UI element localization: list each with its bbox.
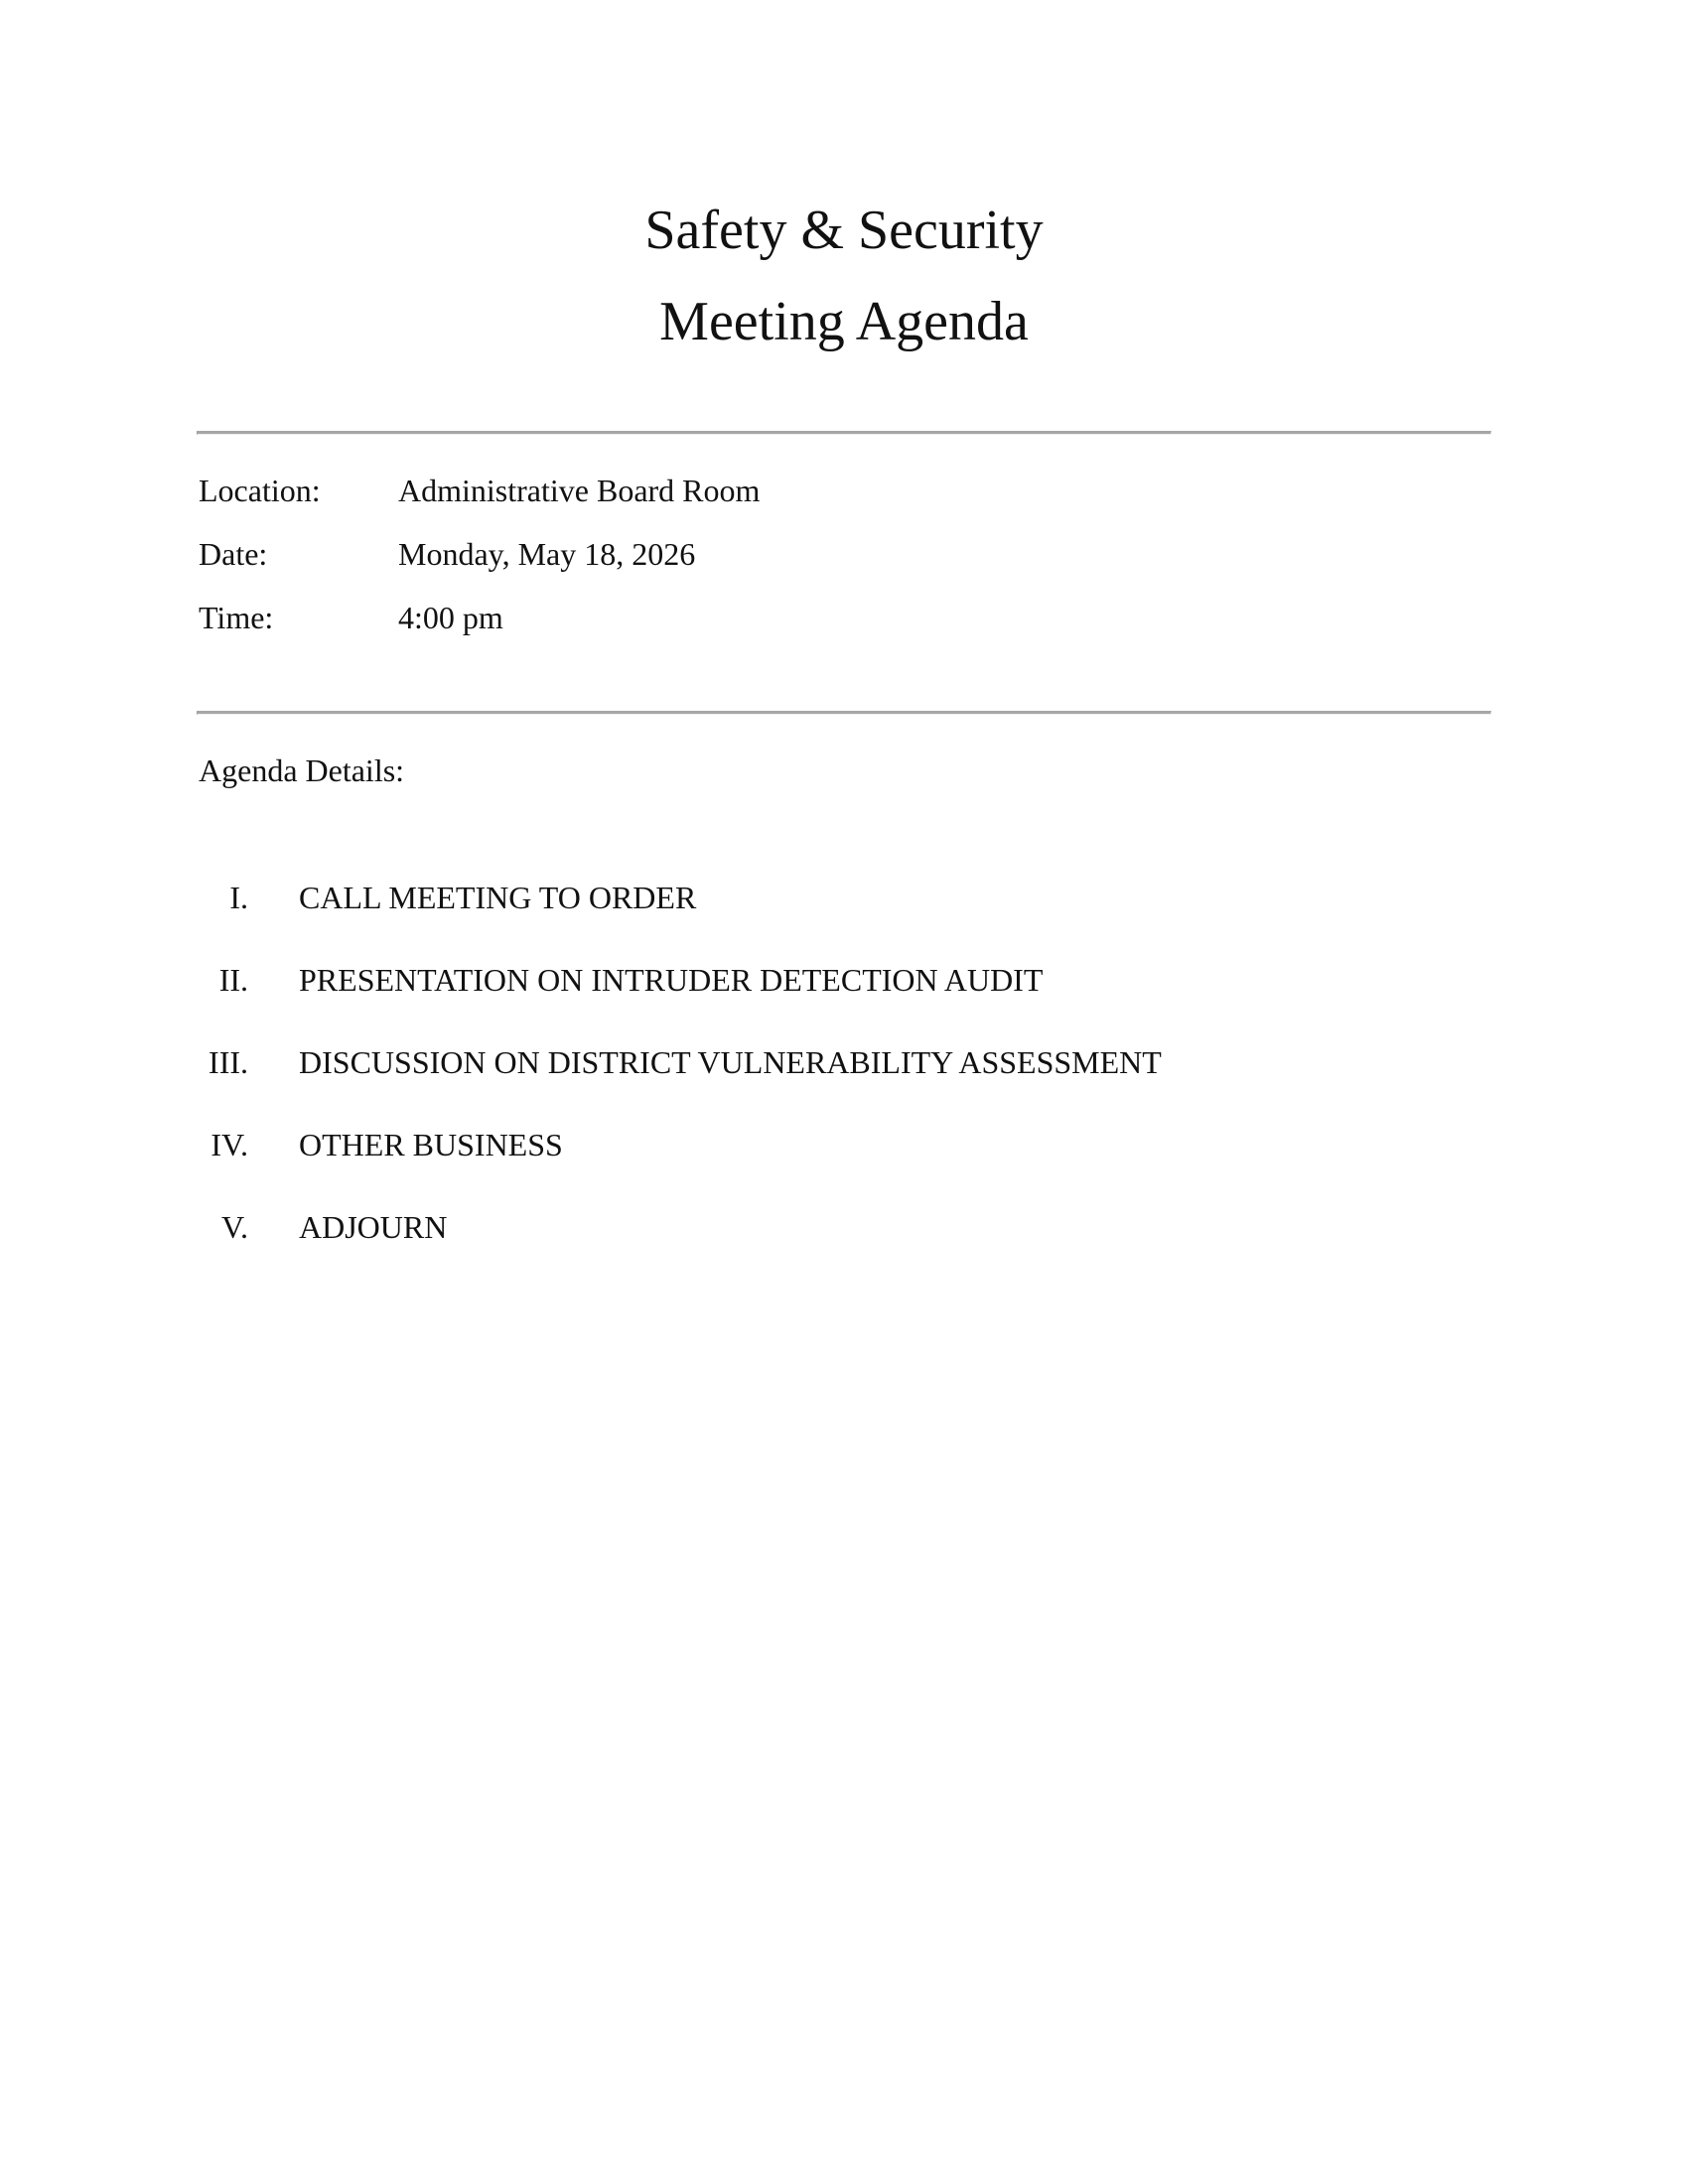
agenda-item-numeral: IV. [211, 1127, 248, 1162]
location-label: Location: [199, 473, 321, 508]
agenda-item-text: ADJOURN [299, 1209, 448, 1245]
document-title: Safety & Security [644, 200, 1044, 261]
time-label: Time: [199, 600, 274, 635]
agenda-item [189, 958, 1380, 1002]
date-label: Date: [199, 536, 268, 572]
time-value: 4:00 pm [398, 600, 503, 635]
agenda-item-numeral: I. [229, 880, 248, 915]
agenda-item-text: CALL MEETING TO ORDER [299, 880, 697, 915]
top-divider [197, 431, 1491, 435]
agenda-item-text: DISCUSSION ON DISTRICT VULNERABILITY ASSESSMENT [299, 1044, 1162, 1080]
location-value: Administrative Board Room [398, 473, 761, 508]
bottom-divider [197, 711, 1491, 715]
agenda-item [189, 876, 1380, 919]
agenda-item-text: OTHER BUSINESS [299, 1127, 563, 1162]
agenda-item-numeral: III. [209, 1044, 248, 1080]
agenda-item-numeral: V. [221, 1209, 248, 1245]
date-value: Monday, May 18, 2026 [398, 536, 696, 572]
agenda-item-text: PRESENTATION ON INTRUDER DETECTION AUDIT [299, 962, 1044, 998]
agenda-heading: Agenda Details: [199, 752, 405, 788]
agenda-item-numeral: II. [218, 962, 248, 998]
agenda-item [189, 1123, 1380, 1166]
agenda-item [189, 1205, 1380, 1249]
document-subtitle: Meeting Agenda [659, 291, 1029, 352]
agenda-item [189, 1040, 1380, 1084]
